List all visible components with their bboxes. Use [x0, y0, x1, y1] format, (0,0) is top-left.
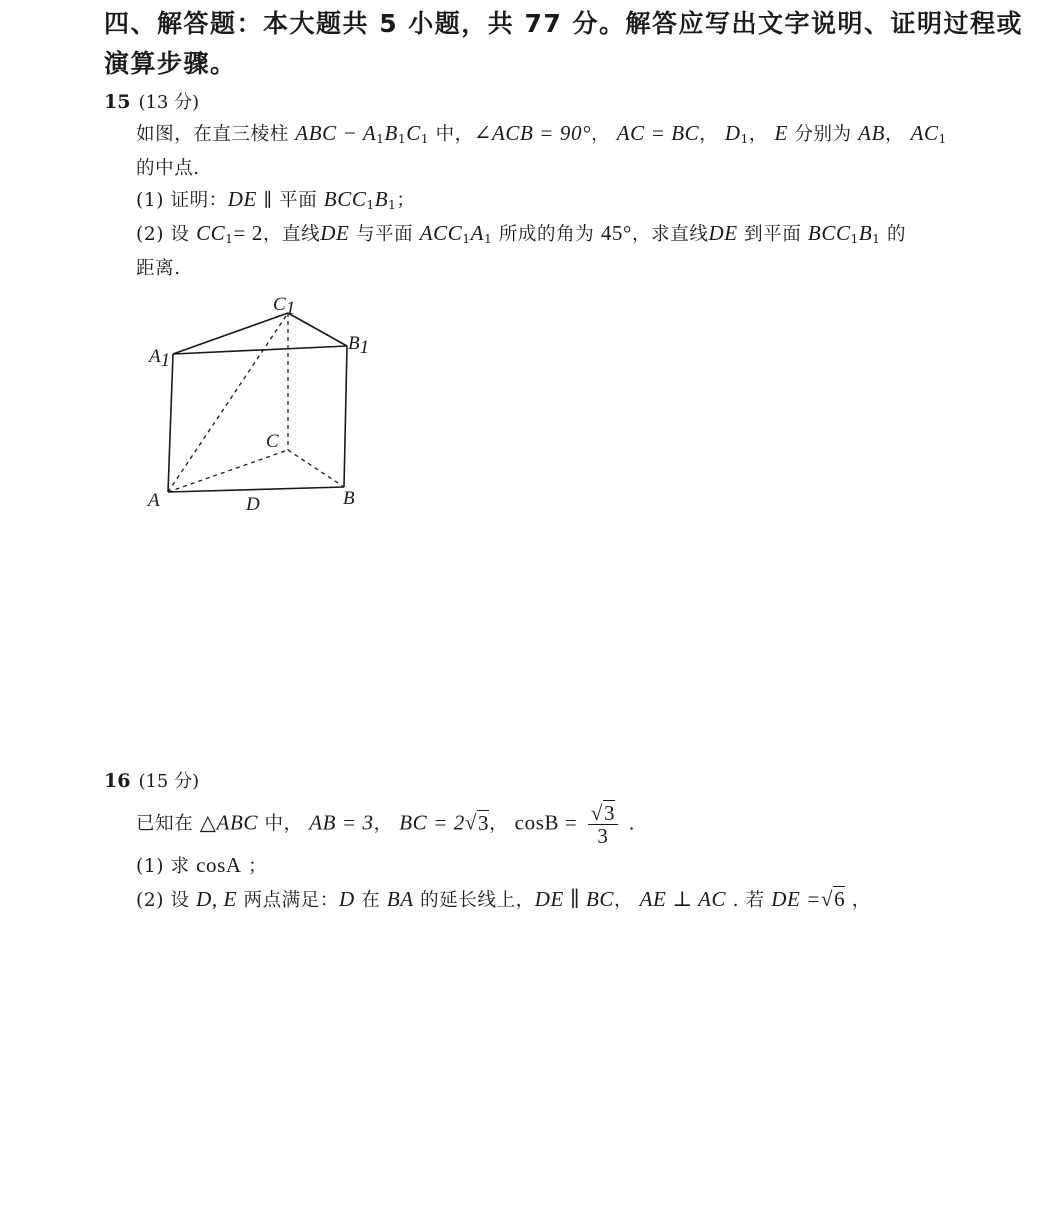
label-a: A: [148, 490, 160, 511]
label-b1: B1: [348, 333, 370, 358]
edge-a-c1: [168, 313, 288, 492]
q15-intro-line1: 如图，在直三棱柱 ABC − $A_1B_1C_1$ 中，∠ACB = 90°， AC = BC， $D_1$， E 分别为 AB， $AC_1$: [136, 121, 947, 146]
q15-header: [104, 88, 199, 114]
label-c1: C1: [273, 294, 296, 319]
q16-part1: (1) 求 cosA ；: [136, 853, 268, 877]
cos-b-fraction: $\frac{√3}{3}$: [588, 802, 618, 847]
q15-intro-line2: 的中点.: [136, 158, 200, 179]
label-c: C: [266, 431, 279, 452]
edge-a1-a: [168, 354, 173, 492]
edge-b1-b: [344, 346, 347, 487]
section-heading-line2: 演算步骤。: [104, 49, 237, 78]
q15-part2-line1: (2) 设 $CC_1= 2$，直线DE 与平面 $ACC_1A_1$ 所成的角为 45°，求直线DE 到平面 $BCC_1B_1$ 的: [136, 221, 907, 246]
label-d: D: [246, 494, 260, 515]
section-heading-line1: 四、解答题：本大题共 5 小题，共 77 分。解答应写出文字说明、证明过程或: [104, 9, 1024, 38]
edge-a-c: [168, 450, 288, 492]
q15-part1: (1) 证明：DE ∥ 平面 $BCC_1B_1$；: [136, 187, 416, 212]
q16-intro: 已知在 △ABC 中， AB = 3， BC = 2√3， cosB = $\frac{√3}{3}$ .: [136, 801, 636, 848]
q15-points: (13 分): [138, 92, 200, 113]
q16-points: (15 分): [138, 771, 200, 792]
edge-a1-b1: [173, 346, 347, 354]
label-a1: A1: [149, 346, 171, 371]
q15-number: 15: [104, 91, 131, 113]
edge-a1-c1: [173, 313, 288, 354]
q16-part2: (2) 设 D, E 两点满足：D 在 BA 的延长线上，DE ∥ BC， AE ⊥ AC . 若 DE =√6 ，: [136, 887, 871, 911]
label-b: B: [343, 488, 355, 509]
edge-c1-b1: [288, 313, 347, 346]
prism-figure: [130, 285, 390, 525]
q15-part2-line2: 距离.: [136, 258, 181, 279]
edge-c-b: [288, 450, 344, 487]
q16-number: 16: [104, 770, 131, 792]
q16-header: [104, 767, 199, 793]
edge-a-b: [168, 487, 344, 492]
